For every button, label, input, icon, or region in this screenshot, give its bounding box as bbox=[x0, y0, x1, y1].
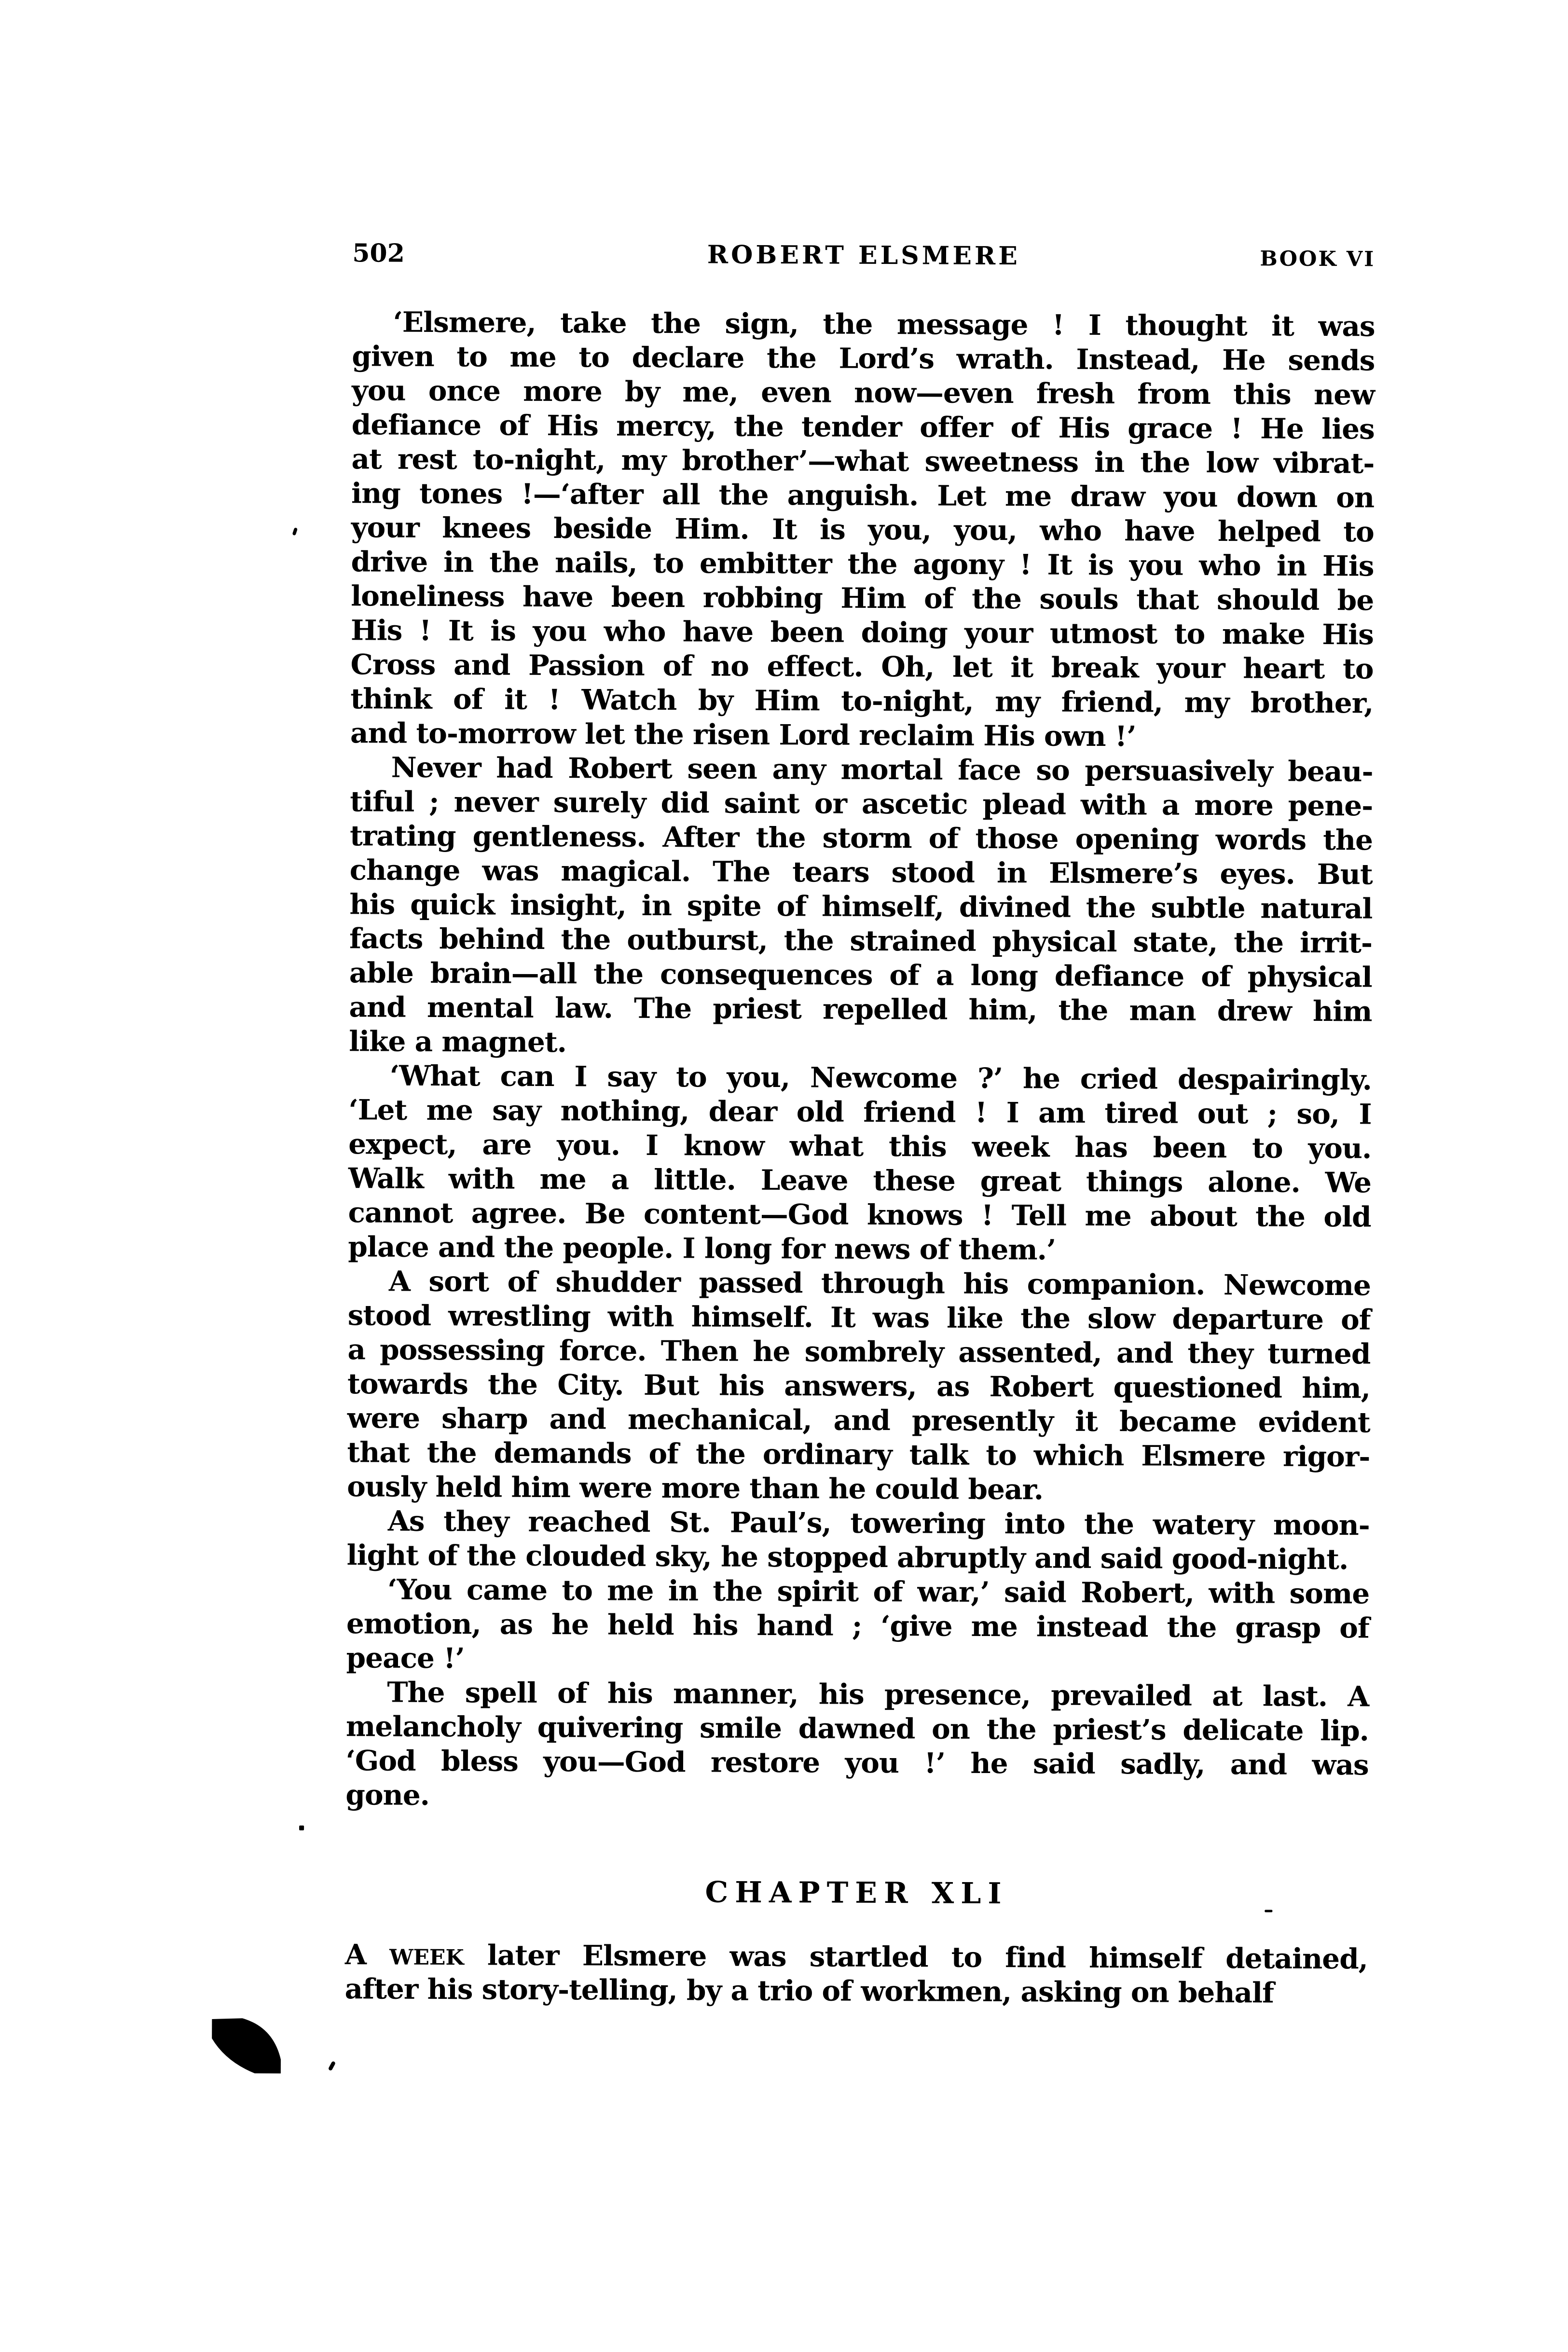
text-line: cannot agree. Be content—God knows ! Tell me about the old bbox=[348, 1196, 1371, 1234]
text-line: drive in the nails, to embitter the agony ! It is you who in His bbox=[351, 545, 1374, 583]
chapter-opening-paragraph bbox=[344, 1938, 1368, 2010]
text-line: loneliness have been robbing Him of the souls that should be bbox=[351, 579, 1374, 617]
body-text bbox=[345, 305, 1375, 1816]
text-line: As they reached St. Paul’s, towering into the watery moon- bbox=[387, 1504, 1370, 1542]
text-line: like a magnet. bbox=[349, 1025, 567, 1059]
text-line: tiful ; never surely did saint or ascetic plead with a more pene- bbox=[350, 785, 1373, 823]
margin-speck bbox=[292, 527, 298, 536]
chapter-heading: CHAPTER XLI bbox=[705, 1875, 1008, 1911]
text-line: A sort of shudder passed through his companion. Newcome bbox=[388, 1265, 1371, 1302]
text-line: gone. bbox=[345, 1778, 430, 1812]
page-number: 502 bbox=[352, 238, 405, 268]
text-line: ing tones !—‘after all the anguish. Let me draw you down on bbox=[351, 477, 1375, 514]
running-header bbox=[352, 238, 1375, 272]
text-line: emotion, as he held his hand ; ‘give me instead the grasp of bbox=[346, 1607, 1370, 1645]
margin-speck bbox=[1265, 1910, 1272, 1912]
text-line: expect, are you. I know what this week has been to you. bbox=[348, 1128, 1372, 1165]
text-line: towards the City. But his answers, as Robert questioned him, bbox=[347, 1367, 1371, 1405]
text-line: ‘You came to me in the spirit of war,’ said Robert, with some bbox=[387, 1573, 1370, 1610]
text-line: a possessing force. Then he sombrely assented, and they turned bbox=[347, 1333, 1371, 1371]
text-line: were sharp and mechanical, and presently it became evident bbox=[347, 1402, 1370, 1439]
text-line: think of it ! Watch by Him to-night, my friend, my brother, bbox=[350, 682, 1374, 720]
text-line: change was magical. The tears stood in Elsmere’s eyes. But bbox=[349, 853, 1373, 891]
margin-speck bbox=[299, 1826, 304, 1830]
text-line: light of the clouded sky, he stopped abruptly and said good-night. bbox=[346, 1539, 1348, 1576]
text-line: Never had Robert seen any mortal face so persuasively beau- bbox=[391, 751, 1373, 788]
text-line bbox=[345, 1938, 1368, 1976]
text-line: Cross and Passion of no effect. Oh, let it break your heart to bbox=[350, 648, 1374, 686]
text-line: and mental law. The priest repelled him, the man drew him bbox=[349, 990, 1372, 1028]
lead-word: A bbox=[344, 1938, 390, 1971]
text-line: able brain—all the consequences of a long defiance of physical bbox=[349, 956, 1372, 994]
text-line: facts behind the outburst, the strained physical state, the irrit- bbox=[349, 922, 1373, 960]
text-line: after his story-telling, by a trio of workmen, asking on behalf bbox=[344, 1972, 1274, 2009]
text-line: ‘Elsmere, take the sign, the message ! I thought it was bbox=[393, 305, 1375, 343]
small-caps-word: WEEK bbox=[389, 1945, 464, 1970]
running-title: ROBERT ELSMERE bbox=[707, 240, 1020, 271]
text-line: The spell of his manner, his presence, prevailed at last. A bbox=[387, 1676, 1369, 1713]
text-line: given to me to declare the Lord’s wrath. Instead, He sends bbox=[352, 340, 1375, 377]
text-line: Walk with me a little. Leave these great things alone. We bbox=[348, 1162, 1372, 1199]
text-line: ‘Let me say nothing, dear old friend ! I am tired out ; so, I bbox=[348, 1093, 1372, 1131]
ink-blot bbox=[205, 2013, 292, 2081]
text-line: at rest to-night, my brother’—what sweetness in the low vibrat- bbox=[351, 442, 1375, 480]
text-line: trating gentleness. After the storm of those opening words the bbox=[349, 819, 1373, 857]
line-rest: later Elsmere was startled to find himself detained, bbox=[464, 1939, 1368, 1976]
text-line: that the demands of the ordinary talk to which Elsmere rigor- bbox=[347, 1436, 1370, 1473]
text-line: and to-morrow let the risen Lord reclaim His own !’ bbox=[350, 716, 1136, 753]
text-line: his quick insight, in spite of himself, divined the subtle natural bbox=[349, 888, 1373, 925]
text-line: you once more by me, even now—even fresh from this new bbox=[351, 374, 1375, 412]
text-line: ‘What can I say to you, Newcome ?’ he cried despairingly. bbox=[389, 1059, 1372, 1097]
text-line: melancholy quivering smile dawned on the priest’s delicate lip. bbox=[345, 1710, 1369, 1747]
text-line: your knees beside Him. It is you, you, who have helped to bbox=[351, 511, 1374, 549]
text-line: defiance of His mercy, the tender offer of His grace ! He lies bbox=[351, 408, 1375, 446]
text-line: ‘God bless you—God restore you !’ he said sadly, and was bbox=[345, 1744, 1369, 1782]
book-label: BOOK VI bbox=[1260, 247, 1375, 272]
text-line: peace !’ bbox=[346, 1641, 465, 1675]
text-line: His ! It is you who have been doing your utmost to make His bbox=[350, 614, 1374, 651]
text-line: place and the people. I long for news of them.’ bbox=[348, 1230, 1056, 1266]
text-line: ously held him were more than he could bear. bbox=[347, 1470, 1044, 1506]
margin-speck bbox=[328, 2061, 336, 2071]
text-line: stood wrestling with himself. It was like the slow departure of bbox=[347, 1299, 1371, 1336]
